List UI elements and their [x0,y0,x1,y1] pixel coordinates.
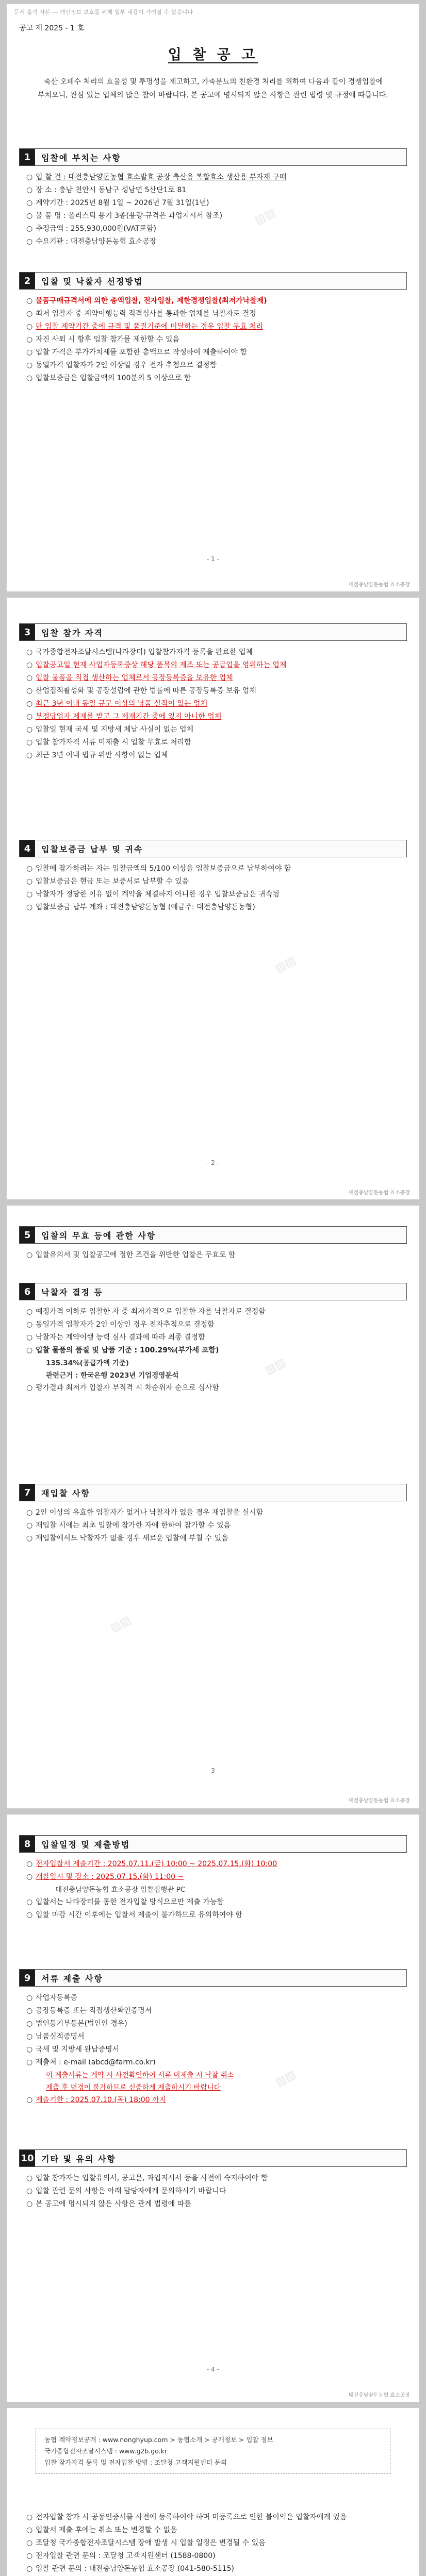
print-header: 문서 출력 사본 — 개인정보 보호를 위해 일부 내용이 가려질 수 있습니다 [14,9,193,15]
list-item: ○ 본 공고에 명시되지 않은 사항은 관계 법령에 따름 [26,2200,191,2208]
list-item: ○ 입찰보증금 납부 계좌 : 대전충남양돈농협 (예금주: 대전충남양돈농협) [26,903,255,911]
section-header [19,148,407,166]
list-item: ○ 단 입찰 계약기간 중에 규격 및 품질기준에 미달하는 경우 입찰 무효 처리 [26,323,264,331]
list-item: ○ 최근 3년 이내 법규 위반 사항이 없는 업체 [26,751,168,759]
list-item: ○ 전자입찰서 제출기간 : 2025.07.11.(금) 10:00 ~ 2025.07.15.(화) 10:00 [26,1860,277,1868]
section-3 [19,623,407,762]
list-item: ○ 입찰 물품의 품질 및 납품 기준 : 100.29%(부가세 포함) [26,1346,219,1354]
notes-list [19,2511,407,2576]
list-item: ○ 입 찰 건 : 대전충남양돈농협 효소발효 공장 축산용 복합효소 생산용 부자재 구매 [26,173,287,181]
section-header [19,840,407,857]
watermark: ▨▨ [108,1613,134,1635]
info-box-line: 농협 계약정보공개 : www.nonghyup.com > 농협소개 > 공개정보 > 입찰 정보 [44,2436,273,2444]
section-header [19,1835,407,1853]
watermark: ▨▨ [273,2067,299,2090]
list-item: ○ 입찰보증금은 현금 또는 보증서로 납부할 수 있음 [26,877,189,886]
document-number: 공고 제 2025 - 1 호 [19,24,84,32]
list-item: ○ 재입찰 시에는 최초 입찰에 참가한 자에 한하여 참가할 수 있음 [26,1521,231,1530]
list-subitem: 이 제출서류는 계약 시 사전확인하여 서류 미제출 시 낙찰 취소 [46,2071,234,2079]
section-6 [19,1283,407,1395]
section-number: 7 [20,1484,35,1501]
page-footer: 대전충남양돈농협 효소공장 [348,1190,410,1196]
page-number: - 1 - [207,555,219,563]
page-number: - 4 - [207,2366,219,2373]
section-number: 6 [20,1283,35,1300]
watermark: ▨▨ [252,206,278,228]
section-1 [19,148,407,248]
list-item: ○ 낙찰자가 정당한 이유 없이 계약을 체결하지 아니한 경우 입찰보증금은 귀속됨 [26,890,280,899]
list-item: ○ 입찰 참가자격 서류 미제출 시 입찰 무효로 처리함 [26,738,191,747]
list-item: ○ 입찰 참가자는 입찰유의서, 공고문, 과업지시서 등을 사전에 숙지하여야 함 [26,2174,268,2182]
section-title: 재입찰 사항 [41,1488,90,1498]
section-title: 입찰에 부치는 사항 [41,152,121,163]
section-header [19,272,407,290]
section-number: 5 [20,1227,35,1243]
list-item: ○ 동일가격 입찰자가 2인 이상일 경우 전자 추첨으로 결정함 [26,361,217,369]
list-item: ○ 전자입찰 관련 문의 : 조달청 고객지원센터 (1588-0800) [26,2552,216,2560]
section-2 [19,272,407,385]
section-header [19,1969,407,1987]
list-item: ○ 최근 3년 이내 동일 규모 이상의 납품 실적이 있는 업체 [26,700,207,708]
list-item: ○ 입찰 마감 시간 이후에는 입찰서 제출이 불가하므로 유의하여야 함 [26,1911,242,1919]
list-item: ○ 재입찰에서도 낙찰자가 없을 경우 새로운 입찰에 부칠 수 있음 [26,1534,228,1543]
list-item: ○ 부정당업자 제재를 받고 그 제재기간 중에 있지 아니한 업체 [26,713,222,721]
list-item: ○ 평가결과 최저가 입찰자 부적격 시 차순위자 순으로 심사함 [26,1384,219,1392]
info-box-line: 입찰 참가자격 등록 및 전자입찰 방법 : 조달청 고객지원센터 문의 [44,2459,227,2466]
section-title: 기타 및 유의 사항 [41,2154,116,2164]
list-item: ○ 입찰 관련 문의 : 대전충남양돈농협 효소공장 (041-580-5115) [26,2565,234,2573]
section-header [19,623,407,641]
list-item: ○ 납품실적증명서 [26,2032,85,2041]
list-item: ○ 입찰 관련 문의 사항은 아래 담당자에게 문의하시기 바랍니다 [26,2187,226,2195]
section-10 [19,2149,407,2211]
section-8 [19,1835,407,1922]
section-title: 입찰 및 낙찰자 선정방법 [41,276,143,286]
document-page-1 [7,4,419,591]
list-item: ○ 물 품 명 : 폴리스틱 용기 3종(용량·규격은 과업지시서 참조) [26,212,223,220]
list-subitem: 관련근거 : 한국은행 2023년 기업경영분석 [46,1371,179,1380]
list-item: ○ 조달청 국가종합전자조달시스템 장애 발생 시 입찰 일정은 변경될 수 있음 [26,2539,266,2547]
section-title: 낙찰자 결정 등 [41,1287,103,1297]
page-footer: 대전충남양돈농협 효소공장 [348,1798,410,1804]
section-number: 3 [20,624,35,640]
section-title: 입찰 참가 자격 [41,628,103,638]
section-header [19,2149,407,2167]
section-header [19,1226,407,1244]
list-item: ○ 자진 사퇴 시 향후 입찰 참가를 제한할 수 있음 [26,335,180,344]
list-item: ○ 입찰서 제출 후에는 취소 또는 변경할 수 없음 [26,2526,177,2534]
list-item: ○ 제출처 : e-mail (abcd@farm.co.kr) [26,2058,156,2066]
list-item: ○ 입찰유의서 및 입찰공고에 정한 조건을 위반한 입찰은 무효로 함 [26,1251,236,1259]
list-item: ○ 최저 입찰자 중 계약이행능력 적격심사를 통과한 업체를 낙찰자로 결정 [26,310,256,318]
info-box-content [36,2429,390,2474]
section-5 [19,1226,407,1262]
section-number: 1 [20,149,35,165]
list-item: ○ 입찰서는 나라장터를 통한 전자입찰 방식으로만 제출 가능함 [26,1898,224,1906]
list-item: ○ 2인 이상의 유효한 입찰자가 없거나 낙찰자가 없을 경우 재입찰을 실시함 [26,1509,264,1517]
section-7 [19,1484,407,1545]
info-box-line: 국가종합전자조달시스템 : www.g2b.go.kr [44,2447,167,2455]
list-item: ○ 수요기관 : 대전충남양돈농협 효소공장 [26,238,157,246]
list-item: ○ 장 소 : 충남 천안시 동남구 성남면 5산단1로 81 [26,186,187,194]
document-page-4 [7,1815,419,2402]
section-number: 9 [20,1970,35,1986]
list-item: ○ 공장등록증 또는 직접생산확인증명서 [26,2007,152,2015]
page-title-text: 입 찰 공 고 [168,47,258,63]
document-page-2 [7,598,419,1199]
list-item: ○ 입찰일 현재 국세 및 지방세 체납 사실이 없는 업체 [26,725,194,734]
list-item: ○ 동일가격 입찰자가 2인 이상인 경우 전자추첨으로 결정함 [26,1320,215,1329]
section-number: 8 [20,1836,35,1852]
list-item: ○ 사업자등록증 [26,1994,78,2002]
page-title [7,43,419,63]
list-item: ○ 낙찰자는 계약이행 능력 심사 결과에 따라 최종 결정함 [26,1333,205,1342]
list-item: ○ 입찰에 참가하려는 자는 입찰금액의 5/100 이상을 입찰보증금으로 납부하여야 함 [26,865,291,873]
list-item: ○ 산업집적활성화 및 공장설립에 관한 법률에 따른 공장등록증 보유 업체 [26,687,256,695]
section-header [19,1283,407,1300]
page-number: - 2 - [207,1159,219,1166]
section-title: 서류 제출 사항 [41,1973,103,1984]
list-item: ○ 제출기한 : 2025.07.10.(목) 18:00 까지 [26,2096,167,2104]
section-number: 10 [20,2150,35,2166]
page-number: - 3 - [207,1767,219,1774]
list-item: ○ 입찰공고일 현재 사업자등록증상 해당 품목의 제조 또는 공급업을 영위하는 업체 [26,661,287,669]
list-item: ○ 입찰 가격은 부가가치세를 포함한 총액으로 작성하여 제출하여야 함 [26,348,247,357]
document-page-3 [7,1206,419,1808]
section-header [19,1484,407,1501]
list-item: ○ 입찰 물품을 직접 생산하는 업체로서 공장등록증을 보유한 업체 [26,674,233,682]
list-item: ○ 계약기간 : 2025년 8월 1일 ~ 2026년 7월 31일(1년) [26,199,209,207]
watermark: ▨▨ [263,1355,288,1378]
list-subitem: 제출 후 변경이 불가하므로 신중하게 제출하시기 바랍니다 [46,2083,221,2092]
document-page-5 [7,2408,419,2576]
list-item: ○ 국가종합전자조달시스템(나라장터) 입찰참가자격 등록을 완료한 업체 [26,648,253,656]
list-item: ○ 물품구매규격서에 의한 총액입찰, 전자입찰, 제한경쟁입찰(최저가낙찰제) [26,297,267,305]
page-footer: 대전충남양돈농협 효소공장 [348,582,410,588]
watermark: ▨▨ [273,954,299,976]
section-number: 4 [20,840,35,857]
section-title: 입찰보증금 납부 및 귀속 [41,844,143,854]
info-box [36,2429,390,2474]
list-item: ○ 법인등기부등본(법인인 경우) [26,2020,127,2028]
list-item: ○ 전자입찰 참가 시 공동인증서를 사전에 등록하여야 하며 미등록으로 인한 불이익은 입찰자에게 있음 [26,2513,347,2521]
section-9 [19,1969,407,2107]
list-subitem: 대전충남양돈농협 효소공장 입찰집행관 PC [55,1886,186,1894]
section-number: 2 [20,273,35,289]
section-title: 입찰일정 및 제출방법 [41,1839,130,1850]
section-4 [19,840,407,914]
intro-paragraph: 축산 오폐수 처리의 효율성 및 투명성을 제고하고, 가축분뇨의 친환경 처리를 위하여 다음과 같이 경쟁입찰에 부치오니, 관심 있는 업체의 많은 참여 바랍니다. 본 공고에 명시되지 않은 사항은 관련 법령 및 규정에 따릅니다. [38,78,388,99]
list-item: ○ 국세 및 지방세 완납증명서 [26,2045,120,2054]
section-title: 입찰의 무효 등에 관한 사항 [41,1230,156,1241]
list-item: ○ 개찰일시 및 장소 : 2025.07.15.(화) 11:00 ~ [26,1873,184,1881]
list-item: ○ 예정가격 이하로 입찰한 자 중 최저가격으로 입찰한 자를 낙찰자로 결정함 [26,1308,266,1316]
list-item: ○ 입찰보증금은 입찰금액의 100분의 5 이상으로 함 [26,374,191,382]
list-subitem: 135.34%(공급가액 기준) [46,1359,129,1367]
page-footer: 대전충남양돈농협 효소공장 [348,2393,410,2398]
list-item: ○ 추정금액 : 255,930,000원(VAT포함) [26,225,156,233]
